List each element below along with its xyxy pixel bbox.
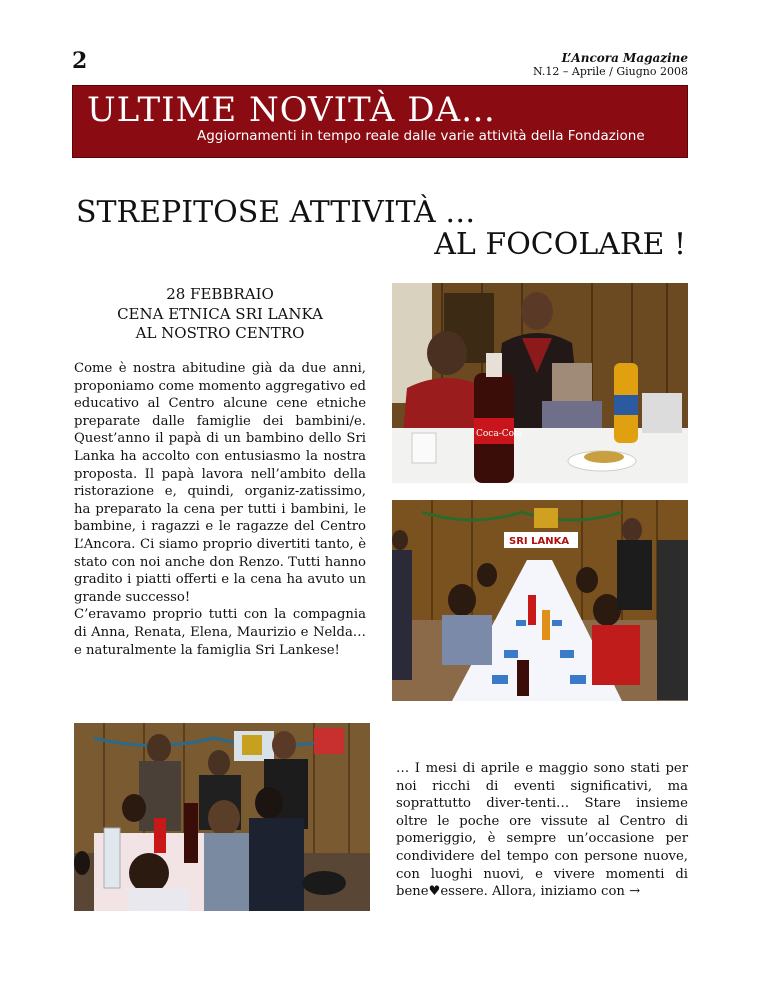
photo-group-dinner [74,723,370,911]
article-title-line1: STREPITOSE ATTIVITÀ … [76,195,476,230]
sri-lanka-sign: SRI LANKA [509,536,570,547]
magazine-header [533,52,688,78]
article-paragraph-2: C’eravamo proprio tutti con la compagnia di Anna, Renata, Elena, Maurizio e Nelda… e naturalmente la famiglia Sri Lankese! [74,607,366,658]
continuation-text-part2: essere. Allora, iniziamo con → [440,884,641,900]
magazine-title: L’Ancora Magazine [561,51,688,65]
event-heading [74,285,366,344]
banner-title: ULTIME NOVITÀ DA… [87,90,497,130]
event-place: AL NOSTRO CENTRO [135,324,305,342]
section-banner [72,85,688,158]
photo-family-at-table [392,283,688,483]
issue-info: N.12 – Aprile / Giugno 2008 [532,64,688,78]
banner-subtitle: Aggiornamenti in tempo reale dalle varie attività della Fondazione [197,128,645,144]
event-name: CENA ETNICA SRI LANKA [117,304,323,323]
heart-icon: ♥ [428,884,441,900]
article-title-line2: AL FOCOLARE ! [434,227,686,262]
continuation-text [396,760,688,901]
continuation-text-part1: … I mesi di aprile e maggio sono stati per noi ricchi di eventi significativi, ma soprattutto diver-tenti… Stare insieme oltre le poche ore vissute al Centro di pomeriggio, è sempre un’occasione per condividere del tempo con persone nuove, con luoghi nuovi, e vivere momenti di bene [396,761,688,900]
photo-children-long-table [392,500,688,701]
page-number: 2 [72,48,88,74]
event-date: 28 FEBBRAIO [166,285,274,303]
bottle-label: Coca-Cola [476,429,523,439]
article-body [74,360,366,659]
article-paragraph-1: Come è nostra abitudine già da due anni, proponiamo come momento aggregativo ed educativo al Centro alcune cene etniche preparate dalle famiglie dei bambini/e. Quest’anno il papà di un bambino dello Sri Lanka ha accolto con entusiasmo la nostra proposta. Il papà lavora nell’ambito della ristorazione e, quindi, organiz-zatissimo, ha preparato la cena per tutti i bambini, le bambine, i ragazzi e le ragazze del Centro L’Ancora. Ci siamo proprio divertiti tanto, è stato con noi anche don Renzo. Tutti hanno gradito i piatti offerti e la cena ha avuto un grande successo! [74,361,366,605]
